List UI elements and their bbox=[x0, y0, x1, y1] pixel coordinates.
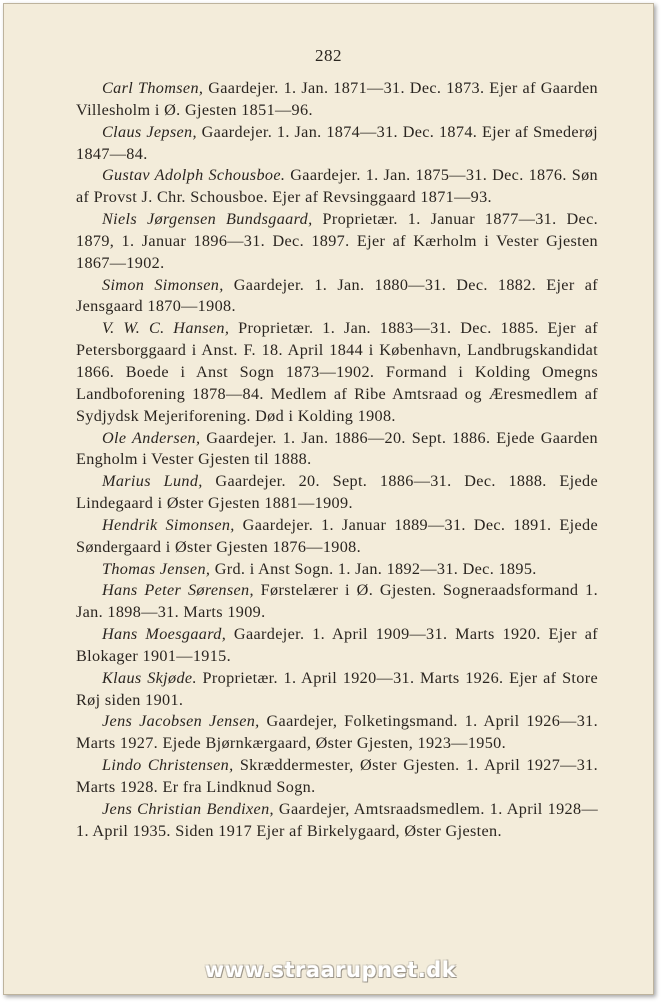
entry-text: Førstelærer i Ø. Gjesten. Sogneraadsformand 1. Jan. 1898—31. Marts 1909. bbox=[76, 581, 598, 622]
entry bbox=[76, 624, 598, 668]
entry bbox=[76, 78, 598, 122]
entry-text: Proprietær. 1. Jan. 1883—31. Dec. 1885. Ejer af Petersborggaard i Anst. F. 18. April 1844 i København, Landbrugskandidat 1866. Boede i Anst Sogn 1873—1902. Formand i Kolding Omegns Landboforening 1878—84. Medlem af Ribe Amtsraad og Æresmedlem af Sydjydsk Mejeriforening. Død i Kolding 1908. bbox=[76, 319, 598, 425]
entry bbox=[76, 799, 598, 843]
entry-text: Gaardejer. 1. Jan. 1880—31. Dec. 1882. Ejer af Jensgaard 1870—1908. bbox=[76, 275, 599, 316]
entry-text: Gaardejer. 1. Jan. 1874—31. Dec. 1874. Ejer af Smederøj 1847—84. bbox=[76, 122, 598, 163]
entry-name: Hans Peter Sørensen, bbox=[102, 581, 254, 600]
entry-text: Skræddermester, Øster Gjesten. 1. April 1927—31. Marts 1928. Er fra Lindknud Sogn. bbox=[76, 756, 598, 796]
page-number: 282 bbox=[315, 46, 342, 65]
entry-name: Jens Jacobsen Jensen, bbox=[102, 712, 260, 731]
entry-text: Gaardejer. 1. Jan. 1886—20. Sept. 1886. Ejede Gaarden Engholm i Vester Gjesten til 1888. bbox=[76, 428, 598, 469]
site-watermark: www.straarupnet.dk bbox=[204, 958, 457, 982]
entry-text: Grd. i Anst Sogn. 1. Jan. 1892—31. Dec. 1895. bbox=[210, 559, 537, 578]
book-page bbox=[3, 3, 654, 995]
entry bbox=[76, 711, 598, 755]
entry-text: Gaardejer. 1. April 1909—31. Marts 1920. Ejer af Blokager 1901—1915. bbox=[76, 625, 598, 665]
entry-name: Claus Jepsen, bbox=[102, 122, 197, 141]
entry bbox=[76, 318, 598, 427]
entry-text: Gaardejer. 20. Sept. 1886—31. Dec. 1888. Ejede Lindegaard i Øster Gjesten 1881—1909. bbox=[76, 472, 598, 513]
entry bbox=[76, 580, 598, 624]
entry bbox=[76, 755, 598, 799]
entry-name: Klaus Skjøde. bbox=[102, 668, 197, 687]
entry-text: Gaardejer. 1. Jan. 1875—31. Dec. 1876. Søn af Provst J. Chr. Schousboe. Ejer af Revsinggaard 1871—93. bbox=[76, 166, 598, 207]
entry-name: Hans Moesgaard, bbox=[102, 625, 227, 644]
entry-text: Proprietær. 1. Januar 1877—31. Dec. 1879, 1. Januar 1896—31. Dec. 1897. Ejer af Kærholm i Vester Gjesten 1867—1902. bbox=[76, 210, 598, 272]
entry-name: Jens Christian Bendixen, bbox=[102, 799, 274, 818]
entry-name: Carl Thomsen, bbox=[102, 79, 204, 97]
entry bbox=[76, 165, 598, 209]
entry-name: Ole Andersen, bbox=[102, 428, 201, 447]
entry-name: V. W. C. Hansen, bbox=[102, 319, 230, 338]
entry-name: Niels Jørgensen Bundsgaard, bbox=[102, 210, 313, 229]
entry-text: Gaardejer. 1. Jan. 1871—31. Dec. 1873. Ejer af Gaarden Villesholm i Ø. Gjesten 1851—96. bbox=[76, 79, 599, 119]
entry bbox=[76, 428, 598, 472]
entry-name: Marius Lund, bbox=[102, 472, 203, 491]
entry bbox=[76, 275, 598, 319]
entry-list bbox=[76, 78, 598, 843]
entry bbox=[76, 122, 598, 166]
entry bbox=[76, 515, 598, 559]
entry-name: Lindo Christensen, bbox=[102, 756, 234, 775]
entry bbox=[76, 668, 598, 712]
entry-name: Hendrik Simonsen, bbox=[102, 515, 235, 534]
entry-name: Thomas Jensen, bbox=[102, 559, 211, 578]
entry-text: Proprietær. 1. April 1920—31. Marts 1926. Ejer af Store Røj siden 1901. bbox=[76, 668, 598, 709]
entry-text: Gaardejer. 1. Januar 1889—31. Dec. 1891. Ejede Søndergaard i Øster Gjesten 1876—1908. bbox=[76, 515, 599, 556]
entry bbox=[76, 471, 598, 515]
entry bbox=[76, 559, 598, 581]
entry-text: Gaardejer, Amtsraadsmedlem. 1. April 1928—1. April 1935. Siden 1917 Ejer af Birkelygaard, Øster Gjesten. bbox=[76, 799, 598, 840]
entry-name: Gustav Adolph Schousboe. bbox=[102, 166, 286, 185]
entry-name: Simon Simonsen, bbox=[102, 275, 224, 294]
entry bbox=[76, 209, 598, 275]
entry-text: Gaardejer, Folketingsmand. 1. April 1926—31. Marts 1927. Ejede Bjørnkærgaard, Øster Gjesten, 1923—1950. bbox=[76, 712, 598, 753]
